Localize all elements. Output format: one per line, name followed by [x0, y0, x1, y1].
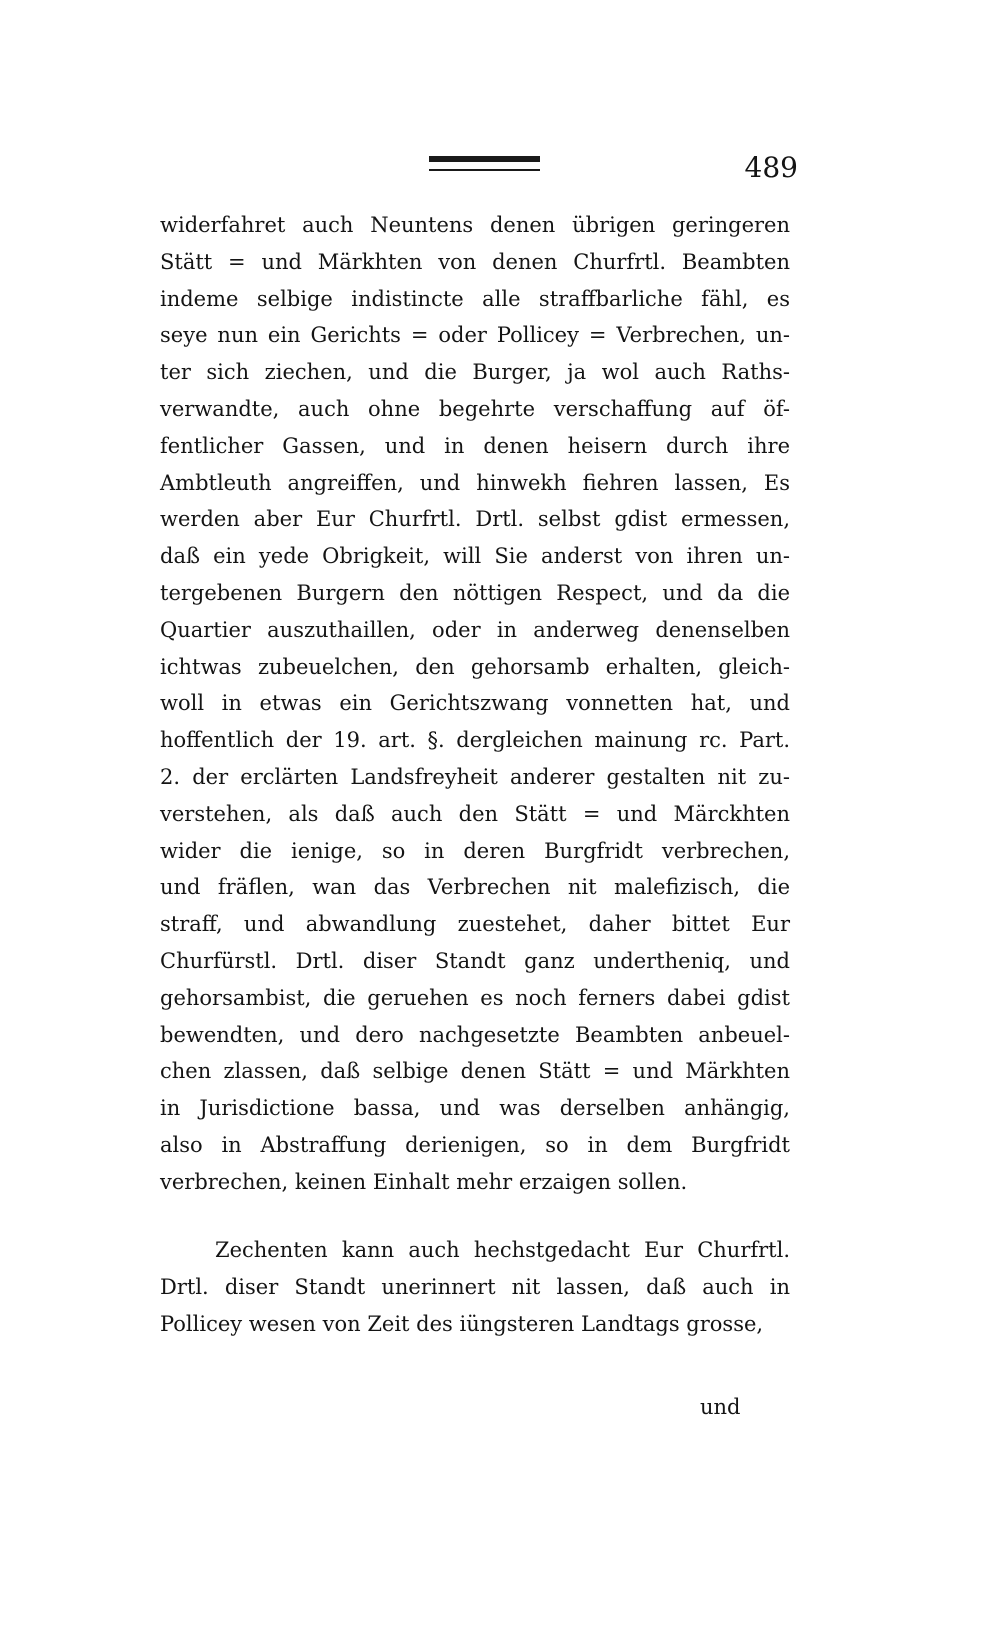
paragraph1-line: fentlicher Gassen, und in denen heisern durch ihre [160, 433, 790, 458]
header-rule-thick [429, 156, 540, 162]
catchword: und [700, 1395, 741, 1419]
paragraph2-line: Drtl. diser Standt unerinnert nit lassen, daß auch in [160, 1274, 790, 1299]
paragraph1-line: hoffentlich der 19. art. §. dergleichen mainung rc. Part. [160, 728, 790, 753]
paragraph1-line: Stätt = und Märkhten von denen Churfrtl. Beambten [160, 249, 790, 274]
paragraph1-line: ter sich ziechen, und die Burger, ja wol auch Raths- [160, 360, 790, 385]
header-rule-thin [429, 169, 540, 171]
paragraph1-line: Churfürstl. Drtl. diser Standt ganz undertheniq, und [160, 949, 790, 973]
paragraph1-line: also in Abstraffung derienigen, so in dem Burgfridt [160, 1133, 790, 1157]
paragraph1-line: verwandte, auch ohne begehrte verschaffung auf öf- [160, 397, 790, 421]
paragraph1-line: werden aber Eur Churfrtl. Drtl. selbst gdist ermessen, [160, 507, 790, 532]
paragraph1-line: daß ein yede Obrigkeit, will Sie anderst von ihren un- [160, 544, 790, 569]
paragraph1-line: widerfahret auch Neuntens denen übrigen geringeren [160, 213, 790, 237]
paragraph1-line: indeme selbige indistincte alle straffbarliche fähl, es [160, 286, 790, 311]
paragraph1-line: ichtwas zubeuelchen, den gehorsamb erhalten, gleich- [160, 654, 790, 679]
header-rule [429, 156, 540, 171]
paragraph1-line: wider die ienige, so in deren Burgfridt verbrechen, [160, 838, 790, 863]
paragraph2-line: Zechenten kann auch hechstgedacht Eur Churfrtl. [215, 1238, 790, 1262]
paragraph1-line: chen zlassen, daß selbige denen Stätt = und Märkhten [160, 1059, 790, 1084]
paragraph1-line: straff, und abwandlung zuestehet, daher bittet Eur [160, 912, 790, 937]
paragraph1-line: Quartier auszuthaillen, oder in anderweg denenselben [160, 617, 790, 642]
paragraph2-line: Pollicey wesen von Zeit des iüngsteren Landtags grosse, [160, 1311, 764, 1336]
paragraph1-line: woll in etwas ein Gerichtszwang vonnetten hat, und [160, 691, 790, 716]
paragraph1-line: Ambtleuth angreiffen, und hinwekh fiehren lassen, Es [160, 470, 790, 495]
paragraph1-line: tergebenen Burgern den nöttigen Respect, und da die [160, 581, 790, 605]
paragraph1-line: 2. der erclärten Landsfreyheit anderer gestalten nit zu- [160, 765, 790, 789]
paragraph1-line: in Jurisdictione bassa, und was derselben anhängig, [160, 1096, 790, 1121]
paragraph1-line: bewendten, und dero nachgesetzte Beambten anbeuel- [160, 1022, 790, 1047]
paragraph1-line: seye nun ein Gerichts = oder Pollicey = Verbrechen, un- [160, 323, 790, 348]
paragraph1-line: verstehen, als daß auch den Stätt = und Märckhten [160, 801, 790, 826]
page-number: 489 [744, 151, 798, 184]
paragraph1-line: gehorsambist, die geruehen es noch ferners dabei gdist [160, 985, 790, 1010]
paragraph1-line: verbrechen, keinen Einhalt mehr erzaigen sollen. [160, 1169, 688, 1194]
paragraph1-line: und fräflen, wan das Verbrechen nit malefizisch, die [160, 875, 790, 900]
